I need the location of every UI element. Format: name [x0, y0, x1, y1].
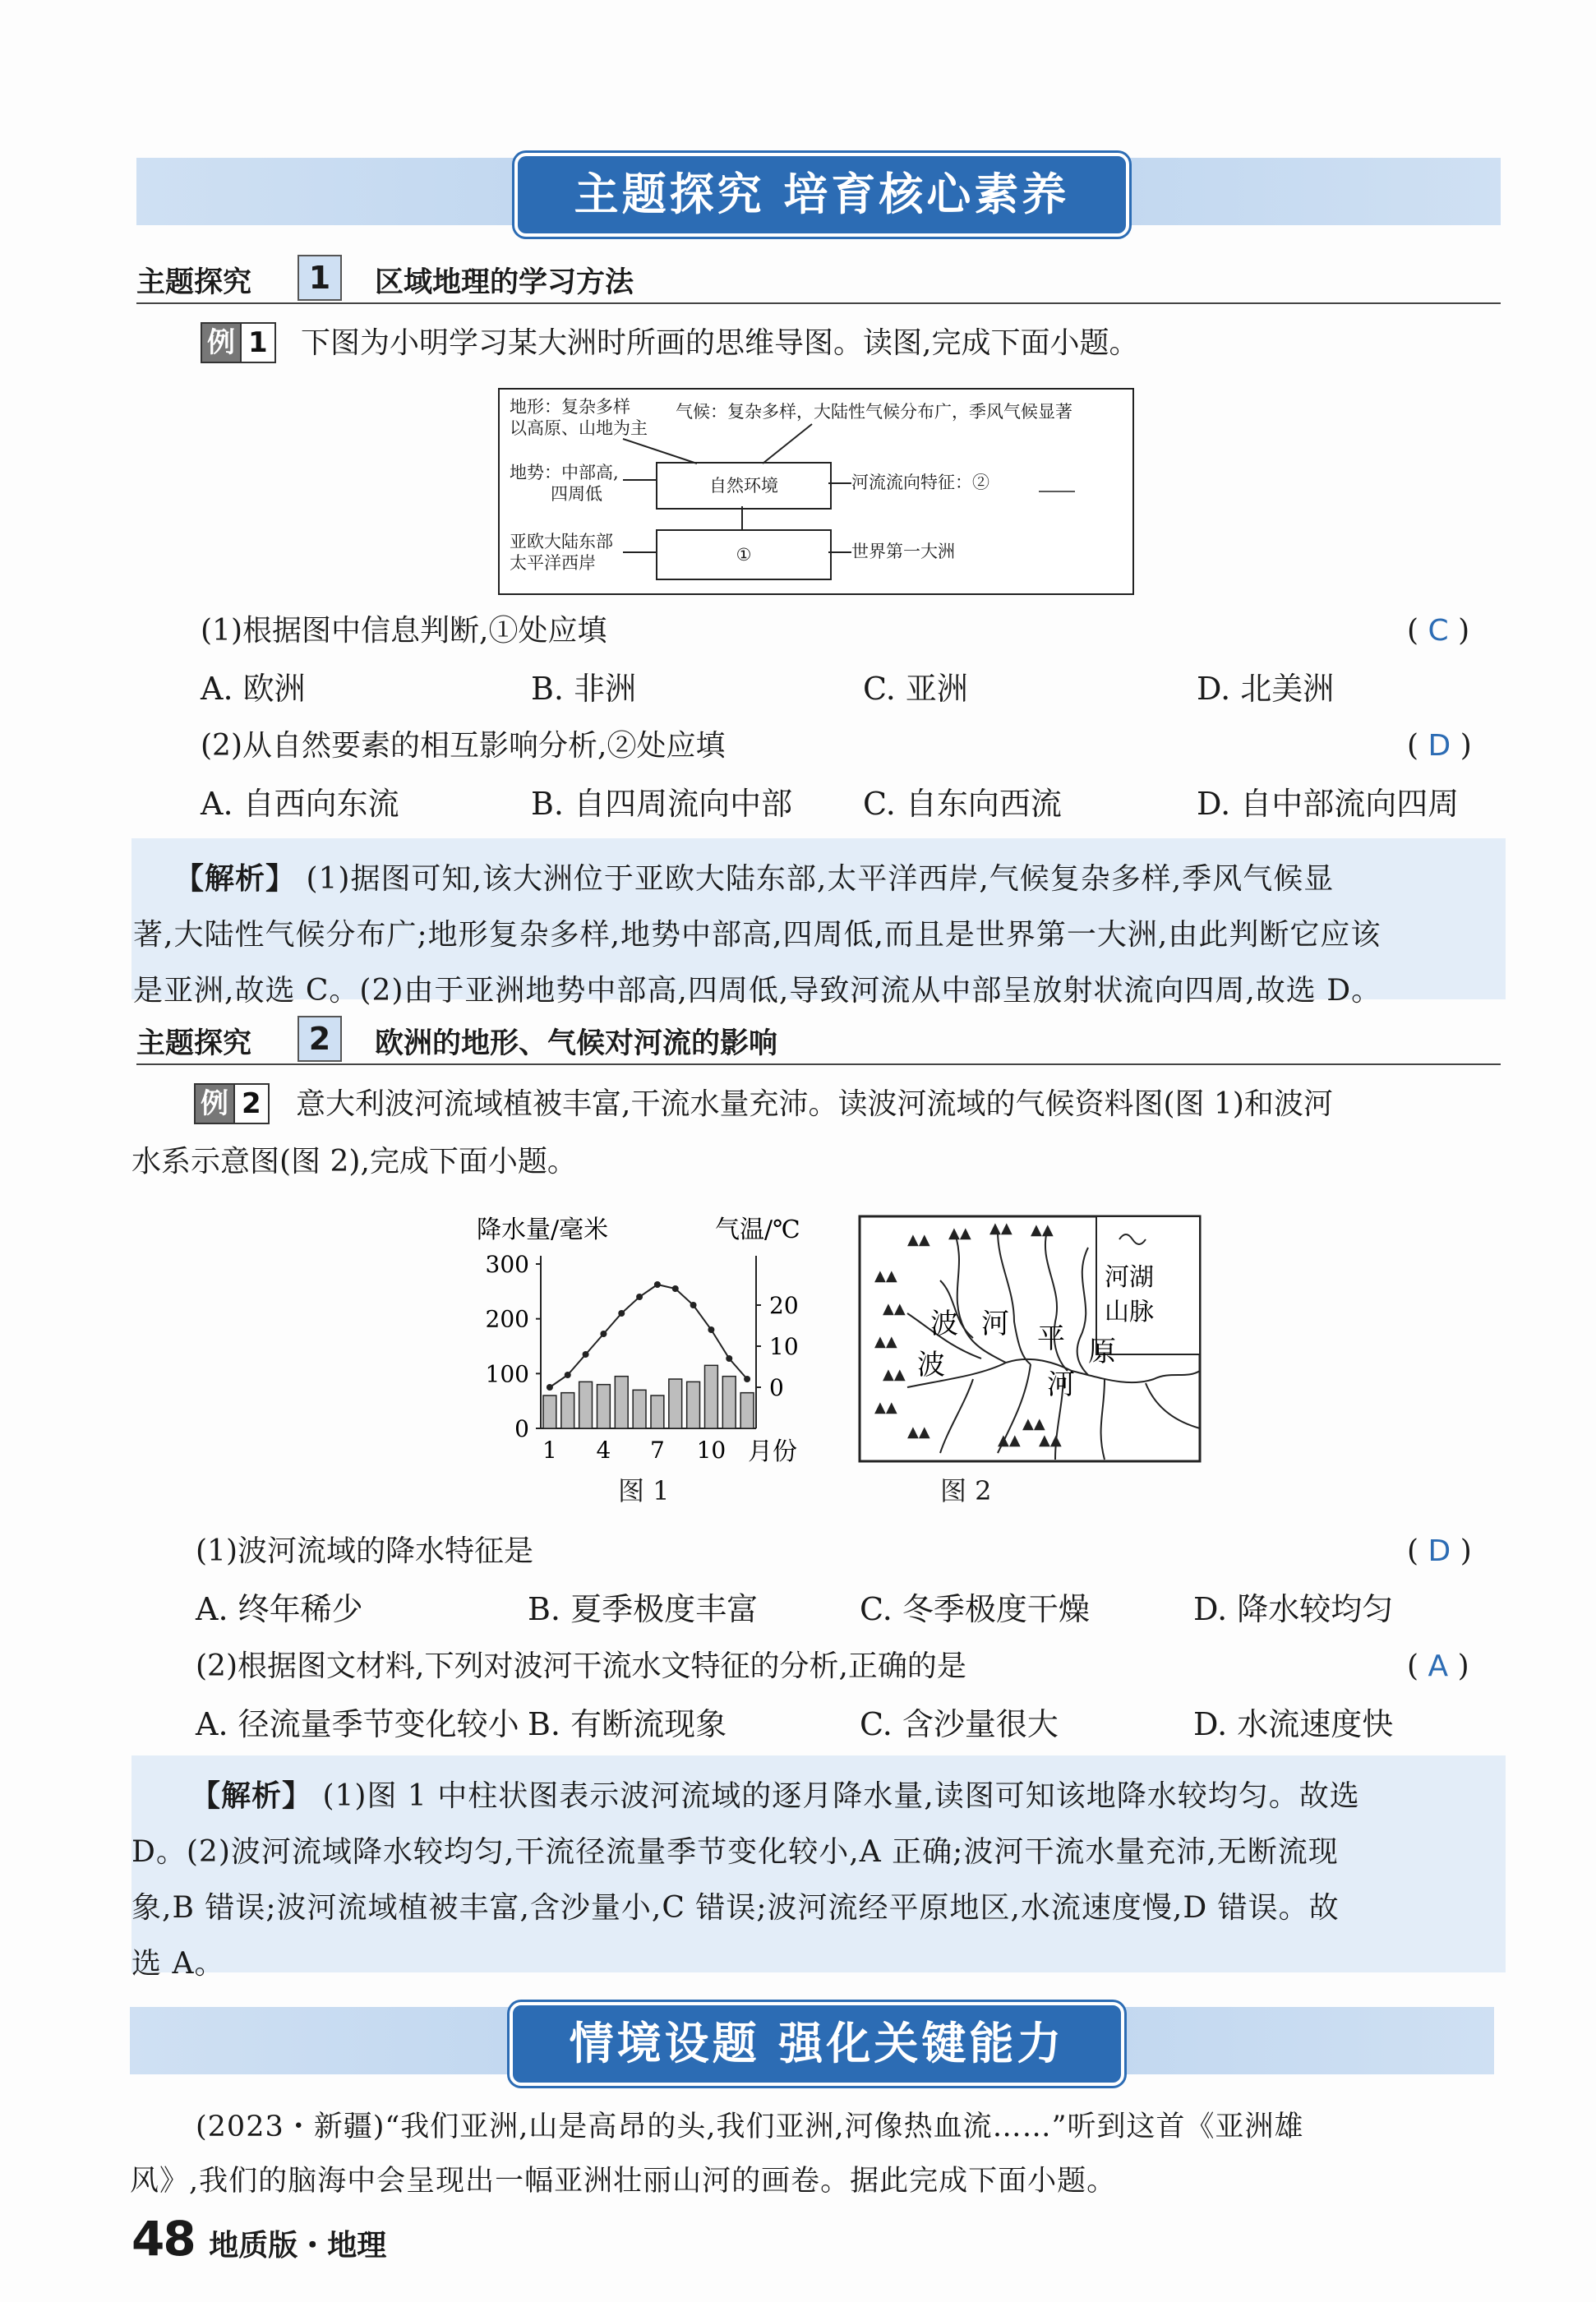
ex2-analysis-line-4: 选 A。 — [131, 1947, 225, 1981]
ex1-q1-option-b[interactable]: B. 非洲 — [531, 671, 637, 707]
map-label-he-2: 河 — [1047, 1368, 1075, 1401]
section-label: 主题探究 — [136, 266, 252, 299]
ex1-q2-option-b[interactable]: B. 自四周流向中部 — [531, 786, 793, 822]
banner-title: 情境设题 强化关键能力 — [510, 2002, 1124, 2086]
ex2-analysis-line-1: 【解析】 (1)图 1 中柱状图表示波河流域的逐月降水量,读图可知该地降水较均匀。故选 — [191, 1779, 1360, 1813]
ex2-q1-option-d[interactable]: D. 降水较均匀 — [1193, 1591, 1394, 1627]
chart-ylabel-right: 气温/℃ — [715, 1216, 800, 1244]
mm-terrain-1: 地形：复杂多样 — [510, 397, 630, 417]
chart-ylabel-left: 降水量/毫米 — [477, 1216, 609, 1244]
chart-bar — [579, 1382, 593, 1428]
ex2-q1-option-a[interactable]: A. 终年稀少 — [196, 1591, 363, 1627]
ex2-analysis-line-3: 象,B 错误;波河流域植被丰富,含沙量小,C 错误;波河流经平原地区,水流速度慢,D 错误。故 — [131, 1891, 1340, 1925]
chart-bar — [633, 1390, 646, 1428]
mm-terrain-2: 以高原、山地为主 — [510, 418, 648, 438]
mm-largest: 世界第一大洲 — [851, 542, 955, 561]
chart-bar — [669, 1379, 682, 1428]
ex1-q2-text: (2)从自然要素的相互影响分析,②处应填 — [201, 729, 726, 763]
mm-river: 河流流向特征：② — [851, 473, 989, 492]
ex1-q2-option-a[interactable]: A. 自西向东流 — [201, 786, 399, 822]
chart-tick-label-right: 20 — [769, 1292, 799, 1319]
ex1-analysis-line-2: 著,大陆性气候分布广;地形复杂多样,地势中部高,四周低,而且是世界第一大洲,由此判断它应该 — [133, 918, 1382, 952]
edition-label: 地质版・地理 — [209, 2229, 387, 2263]
fig2-caption: 图 2 — [940, 1475, 992, 1506]
chart-temperature-point — [744, 1376, 750, 1382]
section-title: 区域地理的学习方法 — [375, 266, 634, 299]
chart-temperature-point — [565, 1372, 571, 1378]
svg-text:▲▲: ▲▲ — [1022, 1415, 1045, 1432]
example-tag-2: 例 2 — [194, 1083, 270, 1124]
ex2-q1-text: (1)波河流域的降水特征是 — [196, 1534, 533, 1568]
chart-tick-label-left: 0 — [514, 1415, 529, 1442]
chart-temperature-point — [583, 1351, 589, 1358]
svg-text:▲▲: ▲▲ — [1039, 1432, 1062, 1449]
ex1-analysis — [131, 838, 1506, 1008]
svg-text:▲▲: ▲▲ — [874, 1267, 897, 1285]
map-label-plain-2: 原 — [1088, 1336, 1116, 1368]
page-footer — [131, 2211, 386, 2267]
mm-relief-2: 四周低 — [551, 484, 602, 504]
chart-tick-label-left: 200 — [485, 1305, 529, 1333]
ex2-q1-option-c[interactable]: C. 冬季极度干燥 — [860, 1591, 1090, 1627]
chart-bar — [705, 1365, 718, 1428]
map-label-plain-1: 平 — [1037, 1322, 1065, 1355]
mind-map — [498, 388, 1134, 595]
mm-climate: 气候：复杂多样，大陆性气候分布广，季风气候显著 — [676, 402, 1072, 422]
chart-temperature-point — [547, 1384, 553, 1391]
example-1-stem: 下图为小明学习某大洲时所画的思维导图。读图,完成下面小题。 — [301, 326, 1139, 360]
section-header-2 — [136, 1013, 1501, 1065]
chart-bar — [543, 1396, 556, 1428]
chart-tick-label-left: 300 — [485, 1251, 529, 1278]
ex1-analysis-line-1: 【解析】 (1)据图可知,该大洲位于亚欧大陆东部,太平洋西岸,气候复杂多样,季风气候显 — [174, 862, 1335, 896]
chart-temperature-point — [636, 1294, 643, 1300]
banner-top — [136, 158, 1501, 225]
ex2-q2-answer: ( A ) — [1407, 1649, 1469, 1683]
chart-tick-label-x: 7 — [650, 1437, 665, 1464]
chart-bar — [740, 1393, 754, 1428]
ex2-q2-text: (2)根据图文材料,下列对波河干流水文特征的分析,正确的是 — [196, 1649, 966, 1683]
page-number: 48 — [131, 2211, 195, 2267]
mm-blank-box: ① — [656, 529, 832, 580]
ex1-q1-answer: ( C ) — [1407, 614, 1470, 648]
map-label-po-1: 波 — [930, 1308, 958, 1340]
fig1-caption: 图 1 — [618, 1475, 670, 1506]
ex2-q1-option-b[interactable]: B. 夏季极度丰富 — [528, 1591, 759, 1627]
example-2-stem-2: 水系示意图(图 2),完成下面小题。 — [131, 1145, 577, 1179]
ex1-q2-option-c[interactable]: C. 自东向西流 — [863, 786, 1062, 822]
svg-text:▲▲: ▲▲ — [998, 1432, 1021, 1449]
chart-temperature-point — [654, 1281, 661, 1288]
chart-temperature-point — [708, 1326, 714, 1333]
chart-tick-label-right: 10 — [769, 1333, 799, 1360]
po-river-map — [858, 1215, 1203, 1465]
mm-location-1: 亚欧大陆东部 — [510, 532, 613, 551]
mm-connectors — [500, 390, 1132, 593]
climate-chart — [460, 1206, 822, 1502]
svg-text:▲▲: ▲▲ — [874, 1333, 897, 1350]
mm-location-2: 太平洋西岸 — [510, 553, 596, 573]
ex2-q2-option-b[interactable]: B. 有断流现象 — [528, 1706, 727, 1742]
chart-temperature-point — [600, 1331, 607, 1337]
chart-bar — [722, 1377, 736, 1428]
chart-temperature-point — [726, 1355, 732, 1362]
legend-mountain-label: 山脉 — [1105, 1298, 1154, 1326]
ex2-analysis-line-2: D。(2)波河流域降水较均匀,干流径流量季节变化较小,A 正确;波河干流水量充沛,无断流现 — [131, 1835, 1339, 1869]
chart-bar — [597, 1385, 611, 1428]
svg-text:▲▲: ▲▲ — [948, 1225, 971, 1242]
chart-temperature-point — [690, 1302, 697, 1308]
context-line-1: (2023・新疆)“我们亚洲,山是高昂的头,我们亚洲,河像热血流……”听到这首《亚洲雄 — [196, 2111, 1304, 2143]
svg-text:▲▲: ▲▲ — [907, 1231, 930, 1248]
section-number: 1 — [298, 255, 342, 301]
ex1-q1-option-c[interactable]: C. 亚洲 — [863, 671, 968, 707]
ex1-q1-text: (1)根据图中信息判断,①处应填 — [201, 614, 607, 648]
map-label-po-2: 波 — [917, 1349, 945, 1382]
legend-river-label: 河湖 — [1105, 1263, 1154, 1292]
chart-bar — [687, 1382, 700, 1428]
section-label: 主题探究 — [136, 1027, 252, 1060]
chart-tick-label-x: 4 — [596, 1437, 611, 1464]
ex1-q2-option-d[interactable]: D. 自中部流向四周 — [1197, 786, 1460, 822]
ex1-q2-answer: ( D ) — [1407, 729, 1472, 763]
section-header-1 — [136, 251, 1501, 304]
chart-tick-label-left: 100 — [485, 1360, 529, 1388]
svg-text:▲▲: ▲▲ — [883, 1300, 906, 1317]
ex2-q1-answer: ( D ) — [1407, 1534, 1472, 1568]
example-2-stem-1: 意大利波河流域植被丰富,干流水量充沛。读波河流域的气候资料图(图 1)和波河 — [296, 1087, 1333, 1121]
ex1-q1-option-a[interactable]: A. 欧洲 — [201, 671, 306, 707]
svg-text:▲▲: ▲▲ — [883, 1366, 906, 1383]
chart-xlabel: 月份 — [748, 1437, 797, 1466]
example-tag-1: 例 1 — [201, 322, 276, 363]
map-label-he-1: 河 — [981, 1308, 1009, 1340]
chart-bar — [651, 1396, 664, 1428]
svg-text:▲▲: ▲▲ — [1031, 1221, 1054, 1239]
chart-bar — [561, 1393, 574, 1428]
chart-temperature-point — [618, 1310, 625, 1317]
chart-temperature-point — [672, 1285, 679, 1292]
ex2-q2-option-a[interactable]: A. 径流量季节变化较小 — [196, 1706, 519, 1742]
svg-text:▲▲: ▲▲ — [907, 1423, 930, 1441]
svg-text:▲▲: ▲▲ — [874, 1399, 897, 1416]
ex1-q1-option-d[interactable]: D. 北美洲 — [1197, 671, 1335, 707]
ex2-q2-option-c[interactable]: C. 含沙量很大 — [860, 1706, 1059, 1742]
section-number: 2 — [298, 1016, 342, 1062]
banner-bottom — [130, 2007, 1494, 2074]
ex2-q2-option-d[interactable]: D. 水流速度快 — [1193, 1706, 1394, 1742]
svg-text:▲▲: ▲▲ — [989, 1220, 1012, 1237]
ex2-analysis — [131, 1755, 1506, 1981]
section-title: 欧洲的地形、气候对河流的影响 — [375, 1027, 778, 1060]
chart-tick-label-right: 0 — [769, 1374, 784, 1401]
mm-relief-1: 地势：中部高, — [510, 463, 619, 482]
mm-center-box: 自然环境 — [656, 462, 832, 510]
chart-tick-label-x: 10 — [696, 1437, 727, 1464]
context-line-2: 风》,我们的脑海中会呈现出一幅亚洲壮丽山河的画卷。据此完成下面小题。 — [130, 2165, 1117, 2198]
banner-title: 主题探究 培育核心素养 — [514, 153, 1129, 237]
ex1-analysis-line-3: 是亚洲,故选 C。(2)由于亚洲地势中部高,四周低,导致河流从中部呈放射状流向四周,故选 D。 — [133, 974, 1382, 1008]
chart-bar — [615, 1377, 628, 1428]
chart-tick-label-x: 1 — [542, 1437, 557, 1464]
